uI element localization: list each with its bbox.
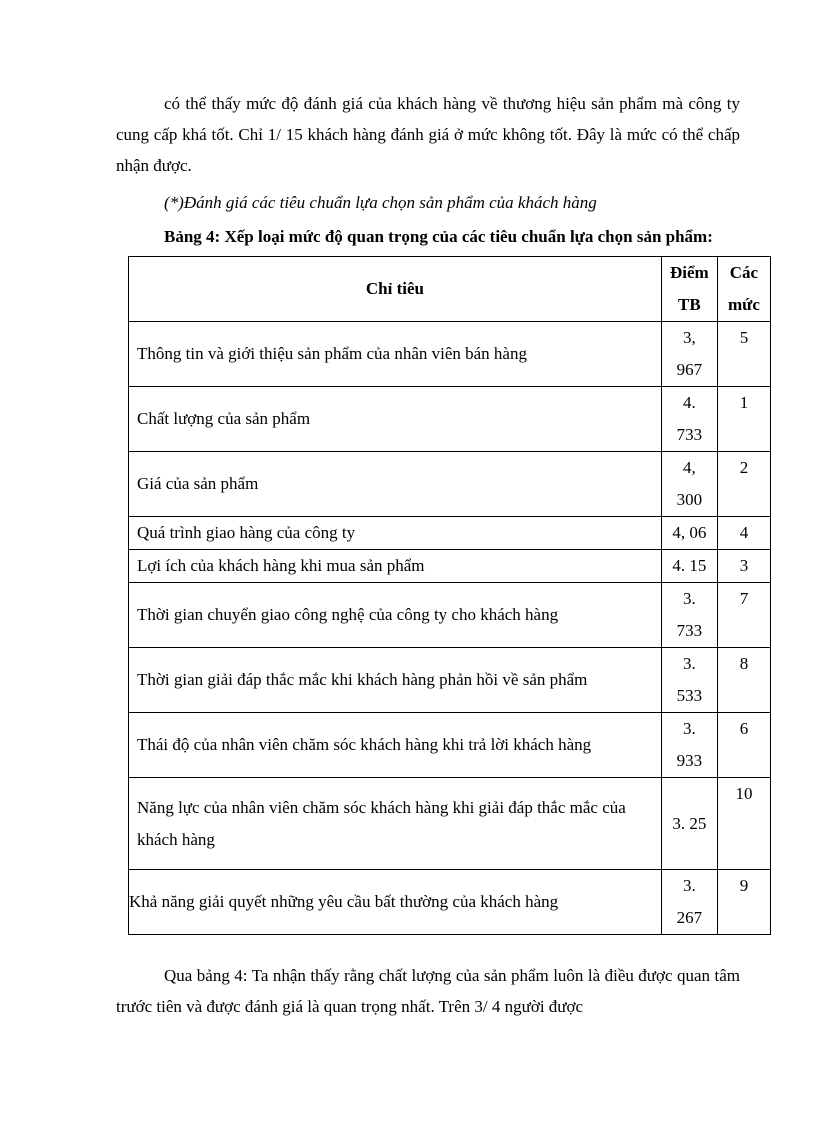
row-score-part2: 967 xyxy=(676,360,703,379)
row-rank: 6 xyxy=(717,713,770,778)
row-score xyxy=(661,648,717,713)
row-score-part2: 267 xyxy=(676,908,703,927)
table-caption: Bảng 4: Xếp loại mức độ quan trọng của các tiêu chuẩn lựa chọn sản phẩm: xyxy=(164,227,713,246)
intro-paragraph: có thể thấy mức độ đánh giá của khách hàng về thương hiệu sản phẩm mà công ty cung cấp khá tốt. Chỉ 1/ 15 khách hàng đánh giá ở mức không tốt. Đây là mức có thể chấp nhận được. xyxy=(116,94,740,175)
row-criterion: Thái độ của nhân viên chăm sóc khách hàng khi trả lời khách hàng xyxy=(129,713,662,778)
row-score xyxy=(661,583,717,648)
header-score-line1: Điểm xyxy=(670,263,709,282)
header-rank-line2: mức xyxy=(727,295,760,314)
row-score-part2: 933 xyxy=(676,751,703,770)
row-rank: 8 xyxy=(717,648,770,713)
table-row xyxy=(129,322,771,387)
table-row xyxy=(129,713,771,778)
row-criterion: Quá trình giao hàng của công ty xyxy=(129,517,662,550)
table-row xyxy=(129,778,771,870)
row-rank: 9 xyxy=(717,870,770,935)
criteria-table xyxy=(128,256,771,935)
row-criterion: Thời gian chuyển giao công nghệ của công ty cho khách hàng xyxy=(129,583,662,648)
row-score: 4, 06 xyxy=(661,517,717,550)
row-criterion: Thời gian giải đáp thắc mắc khi khách hàng phản hồi về sản phẩm xyxy=(129,648,662,713)
row-criterion: Lợi ích của khách hàng khi mua sản phẩm xyxy=(129,550,662,583)
row-rank: 4 xyxy=(717,517,770,550)
row-rank: 1 xyxy=(717,387,770,452)
table-row xyxy=(129,870,771,935)
row-score xyxy=(661,870,717,935)
row-score-part1: 4. xyxy=(682,393,696,412)
row-score-part1: 3. xyxy=(682,719,696,738)
row-score xyxy=(661,387,717,452)
table-row xyxy=(129,517,771,550)
row-rank: 5 xyxy=(717,322,770,387)
header-rank xyxy=(717,257,770,322)
header-score xyxy=(661,257,717,322)
table-row xyxy=(129,452,771,517)
table-row xyxy=(129,387,771,452)
section-heading: (*)Đánh giá các tiêu chuẩn lựa chọn sản phẩm của khách hàng xyxy=(164,193,597,212)
header-score-line2: TB xyxy=(678,295,701,314)
row-score-part1: 3. xyxy=(682,654,696,673)
row-score-part2: 533 xyxy=(676,686,703,705)
row-criterion: Chất lượng của sản phẩm xyxy=(129,387,662,452)
row-score-part2: 300 xyxy=(676,490,703,509)
table-row xyxy=(129,648,771,713)
row-score: 3. 25 xyxy=(661,778,717,870)
table-header-row xyxy=(129,257,771,322)
row-score xyxy=(661,322,717,387)
row-score xyxy=(661,713,717,778)
row-criterion: Thông tin và giới thiệu sản phẩm của nhân viên bán hàng xyxy=(129,322,662,387)
row-score-part2: 733 xyxy=(676,621,703,640)
row-score-part2: 733 xyxy=(676,425,703,444)
header-criterion: Chỉ tiêu xyxy=(129,257,662,322)
table-row xyxy=(129,583,771,648)
conclusion-paragraph: Qua bảng 4: Ta nhận thấy rằng chất lượng của sản phẩm luôn là điều được quan tâm trước tiên và được đánh giá là quan trọng nhất. Trên 3/ 4 người được xyxy=(116,966,740,1016)
row-rank: 10 xyxy=(717,778,770,870)
row-score xyxy=(661,452,717,517)
row-rank: 3 xyxy=(717,550,770,583)
row-score-part1: 3, xyxy=(682,328,696,347)
header-rank-line1: Các xyxy=(729,263,759,282)
row-rank: 2 xyxy=(717,452,770,517)
row-criterion: Giá của sản phẩm xyxy=(129,452,662,517)
row-rank: 7 xyxy=(717,583,770,648)
row-score-part1: 3. xyxy=(682,876,696,895)
row-criterion: Năng lực của nhân viên chăm sóc khách hàng khi giải đáp thắc mắc của khách hàng xyxy=(129,778,662,870)
row-score-part1: 4, xyxy=(682,458,696,477)
row-score-part1: 3. xyxy=(682,589,696,608)
row-criterion: Khả năng giải quyết những yêu cầu bất thường của khách hàng xyxy=(129,870,662,935)
row-score: 4. 15 xyxy=(661,550,717,583)
table-row xyxy=(129,550,771,583)
